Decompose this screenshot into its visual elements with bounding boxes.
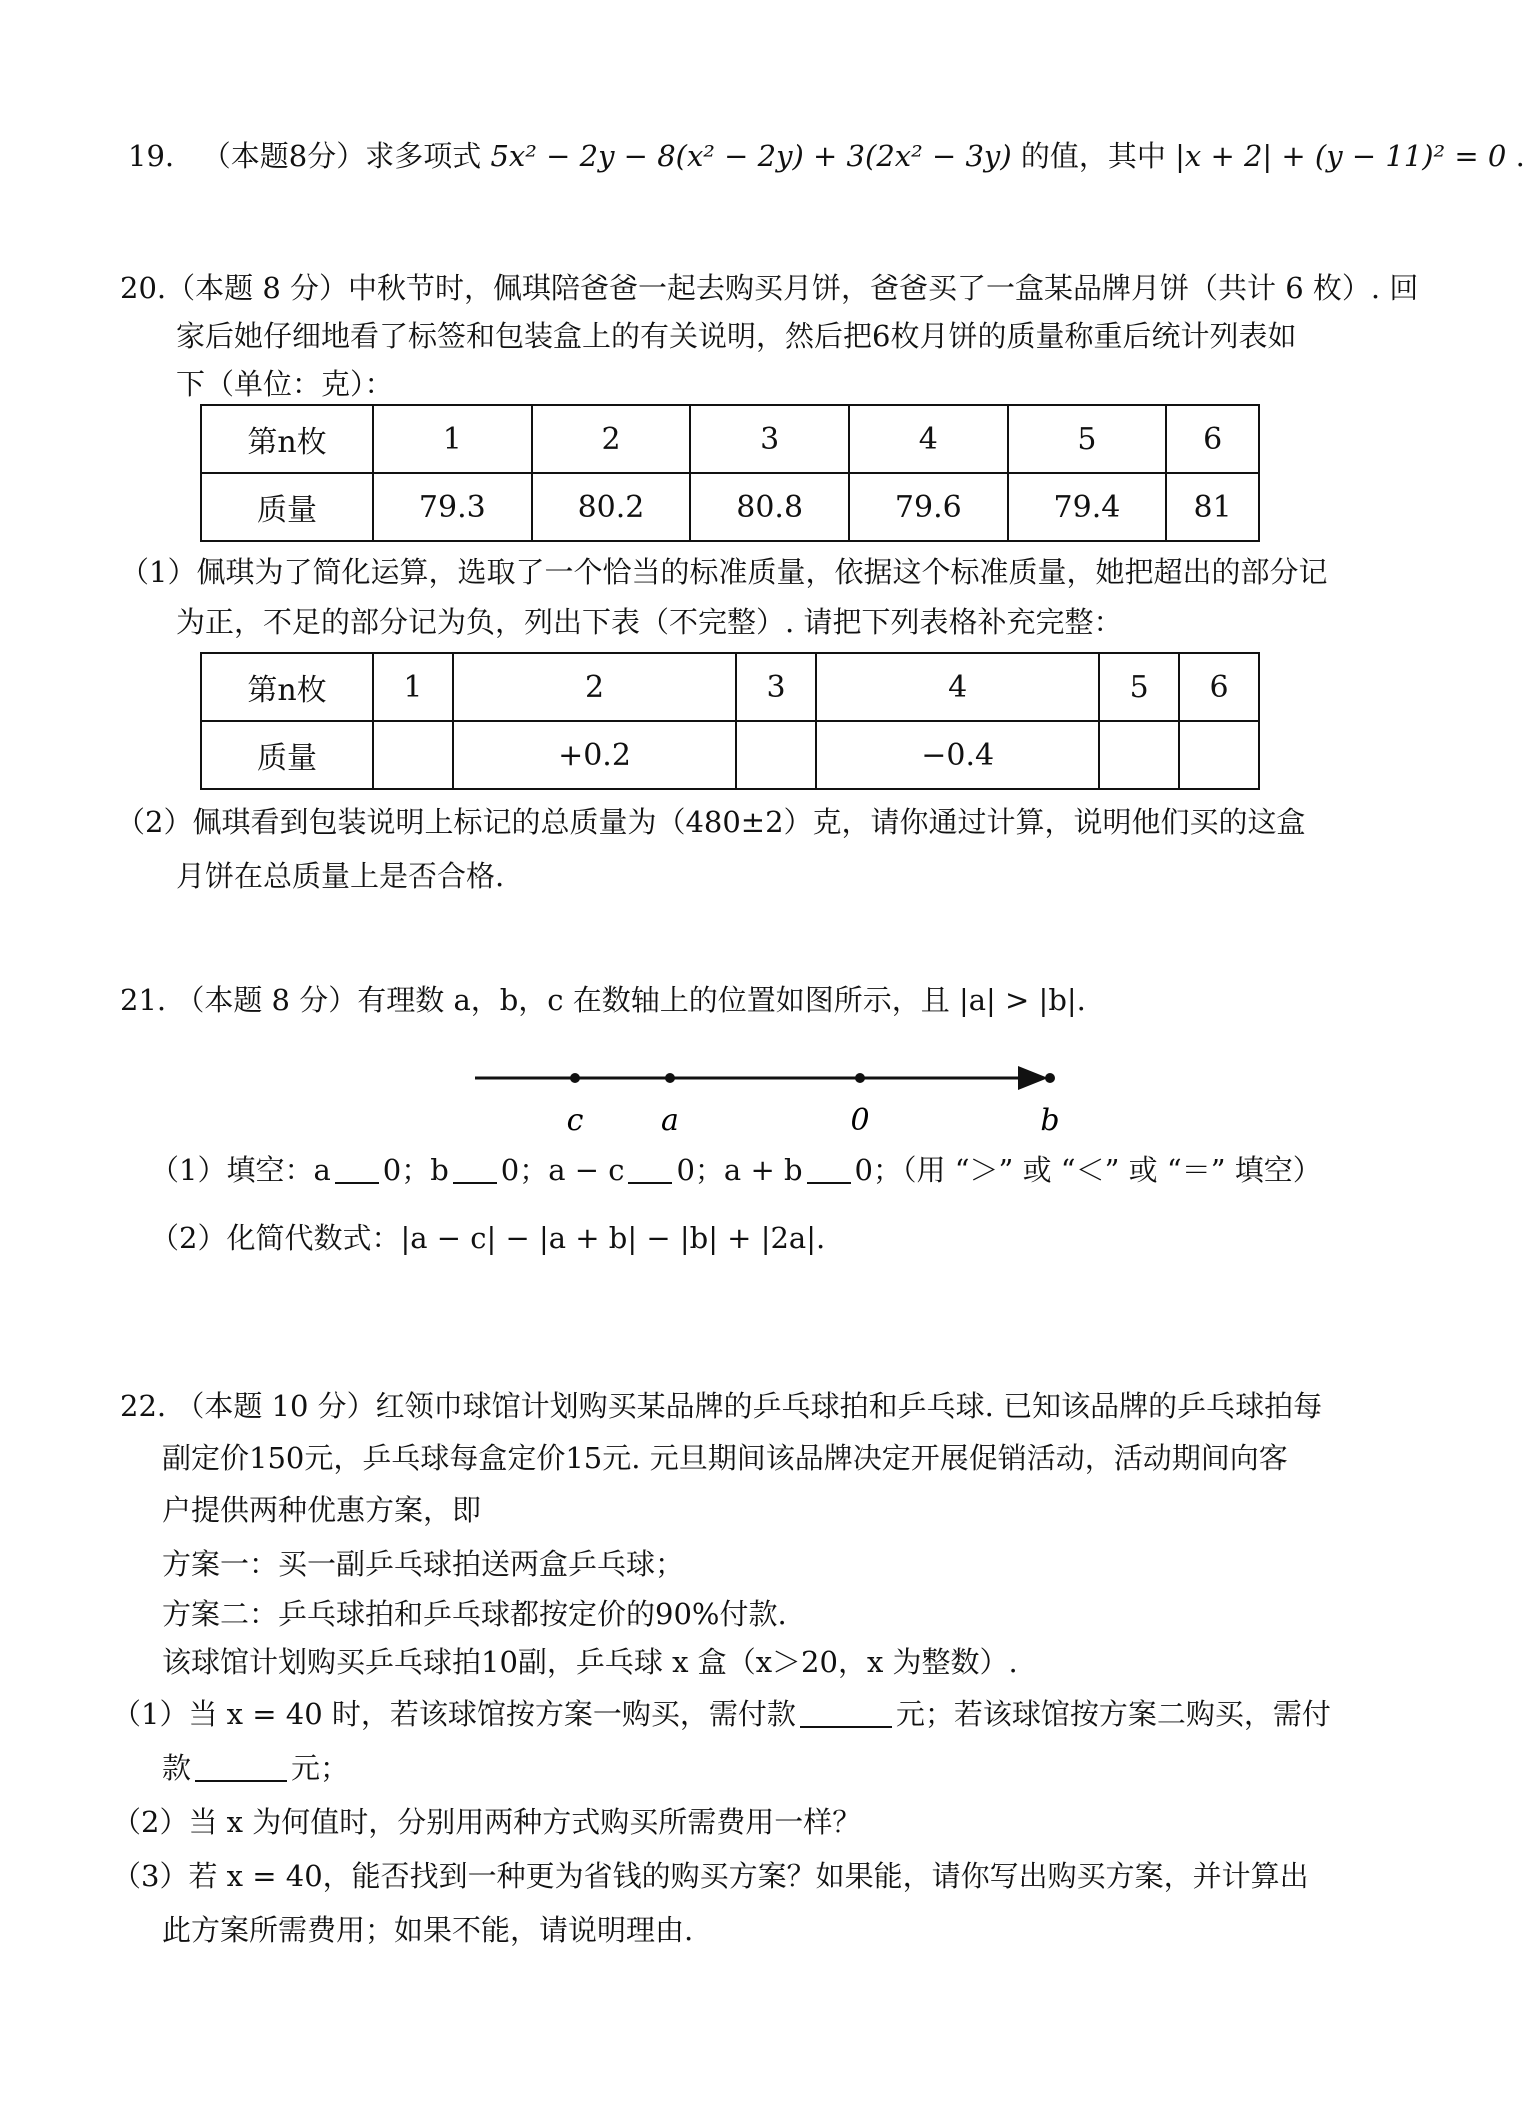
q19-mid: 的值，其中 — [1020, 139, 1166, 173]
q22-part1-text-d: 元； — [291, 1751, 350, 1785]
q22-plan-2: 方案二：乒乓球拍和乒乓球都按定价的90%付款. — [162, 1597, 787, 1631]
table-cell-blank[interactable] — [736, 721, 816, 789]
q21-part1-text-c: 0；a − c — [500, 1153, 625, 1187]
table-row — [201, 653, 1259, 721]
table-cell: 5 — [1099, 653, 1179, 721]
table-cell: 3 — [690, 405, 849, 473]
q22-plan-3: 该球馆计划购买乒乓球拍10副，乒乓球 x 盒（x＞20，x 为整数）. — [162, 1645, 1018, 1679]
table-cell-blank[interactable] — [1179, 721, 1259, 789]
table-row — [201, 405, 1259, 473]
answer-blank-plan1-cost[interactable] — [800, 1698, 892, 1728]
q21-part1-text-a: （1）填空：a — [150, 1153, 331, 1187]
q22-intro-line-1: 22. （本题 10 分）红领巾球馆计划购买某品牌的乒乓球拍和乒乓球. 已知该品牌的乒乓球拍每 — [120, 1389, 1323, 1423]
answer-blank-plan2-cost[interactable] — [195, 1752, 287, 1782]
answer-blank-b-vs-0[interactable] — [453, 1154, 497, 1184]
q20-mass-table — [200, 404, 1260, 542]
number-line-label: 0 — [850, 1103, 870, 1138]
q19-header: （本题8分）求多项式 — [201, 139, 482, 173]
q22-part3-line-2: 此方案所需费用；如果不能，请说明理由. — [162, 1913, 694, 1947]
q20-intro-line-1: 20.（本题 8 分）中秋节时，佩琪陪爸爸一起去购买月饼，爸爸买了一盒某品牌月饼（共计 6 枚）. 回 — [120, 271, 1419, 305]
table-cell: 3 — [736, 653, 816, 721]
q19-number: 19. — [128, 139, 175, 173]
table-cell-blank[interactable] — [1099, 721, 1179, 789]
table-cell: +0.2 — [453, 721, 736, 789]
q20-part1-line-2: 为正，不足的部分记为负，列出下表（不完整）. 请把下列表格补充完整： — [176, 605, 1123, 639]
table-cell: 2 — [453, 653, 736, 721]
q22-plan-1: 方案一：买一副乒乓球拍送两盒乒乓球； — [162, 1547, 685, 1581]
q22-intro-line-3: 户提供两种优惠方案，即 — [162, 1493, 482, 1527]
table-row — [201, 473, 1259, 541]
table-header-cell: 第n枚 — [201, 653, 373, 721]
q19-line — [128, 136, 1525, 176]
table-cell: 79.4 — [1008, 473, 1167, 541]
table-cell: 6 — [1166, 405, 1259, 473]
table-cell: 79.3 — [373, 473, 532, 541]
q21-part2: （2）化简代数式：|a − c| − |a + b| − |b| + |2a|. — [150, 1221, 826, 1255]
number-line-point — [665, 1073, 675, 1083]
number-line-points — [567, 1073, 1060, 1138]
table-cell: 2 — [532, 405, 691, 473]
q20-part1-line-1: （1）佩琪为了简化运算，选取了一个恰当的标准质量，依据这个标准质量，她把超出的部分记 — [120, 555, 1328, 589]
q20-part2-line-2: 月饼在总质量上是否合格. — [176, 859, 505, 893]
q19-expression: 5x² − 2y − 8(x² − 2y) + 3(2x² − 3y) — [490, 139, 1012, 173]
number-line-point — [1045, 1073, 1055, 1083]
arrow-right-icon — [1018, 1066, 1048, 1090]
q22-intro-line-2: 副定价150元，乒乓球每盒定价15元. 元旦期间该品牌决定开展促销活动，活动期间向客 — [162, 1441, 1288, 1475]
table-cell: 81 — [1166, 473, 1259, 541]
table-cell: −0.4 — [816, 721, 1099, 789]
table-row — [201, 721, 1259, 789]
q20-intro-line-3: 下（单位：克）： — [176, 367, 394, 401]
q22-part1-line-2 — [162, 1748, 349, 1788]
table-header-cell: 质量 — [201, 721, 373, 789]
table-cell: 5 — [1008, 405, 1167, 473]
table-cell: 1 — [373, 653, 453, 721]
table-header-cell: 第n枚 — [201, 405, 373, 473]
q22-part1-text-c: 款 — [162, 1751, 192, 1785]
number-line-figure — [470, 1060, 1060, 1160]
q19-condition: |x + 2| + (y − 11)² = 0 — [1175, 139, 1507, 173]
table-cell: 80.2 — [532, 473, 691, 541]
number-line-label: b — [1040, 1103, 1060, 1138]
number-line-point — [570, 1073, 580, 1083]
q21-part1-text-b: 0；b — [382, 1153, 449, 1187]
table-header-cell: 质量 — [201, 473, 373, 541]
number-line-label: a — [661, 1103, 679, 1138]
q21-part1 — [150, 1150, 1322, 1190]
q22-part1-text-a: （1）当 x = 40 时，若该球馆按方案一购买，需付款 — [112, 1697, 796, 1731]
q19-end: . — [1515, 139, 1525, 173]
number-line-point — [855, 1073, 865, 1083]
q20-part2-line-1: （2）佩琪看到包装说明上标记的总质量为（480±2）克，请你通过计算，说明他们买的这盒 — [116, 805, 1306, 839]
q22-part2: （2）当 x 为何值时，分别用两种方式购买所需费用一样？ — [112, 1805, 862, 1839]
q20-intro-line-2: 家后她仔细地看了标签和包装盒上的有关说明，然后把6枚月饼的质量称重后统计列表如 — [176, 319, 1297, 353]
q21-part1-text-d: 0；a + b — [676, 1153, 803, 1187]
q22-part3-line-1: （3）若 x = 40，能否找到一种更为省钱的购买方案？如果能，请你写出购买方案，并计算出 — [112, 1859, 1309, 1893]
answer-blank-a-vs-0[interactable] — [335, 1154, 379, 1184]
q22-part1-line-1 — [112, 1694, 1331, 1734]
number-line-label: c — [566, 1103, 584, 1138]
q21-intro: 21. （本题 8 分）有理数 a，b，c 在数轴上的位置如图所示，且 |a| > |b|. — [120, 983, 1086, 1017]
table-cell: 79.6 — [849, 473, 1008, 541]
q20-deviation-table — [200, 652, 1260, 790]
q21-part1-text-e: 0；（用 “＞” 或 “＜” 或 “＝” 填空） — [854, 1153, 1322, 1187]
answer-blank-a-minus-c[interactable] — [628, 1154, 672, 1184]
table-cell: 80.8 — [690, 473, 849, 541]
answer-blank-a-plus-b[interactable] — [807, 1154, 851, 1184]
table-cell: 4 — [816, 653, 1099, 721]
table-cell-blank[interactable] — [373, 721, 453, 789]
table-cell: 4 — [849, 405, 1008, 473]
table-cell: 1 — [373, 405, 532, 473]
table-cell: 6 — [1179, 653, 1259, 721]
q22-part1-text-b: 元；若该球馆按方案二购买，需付 — [895, 1697, 1331, 1731]
